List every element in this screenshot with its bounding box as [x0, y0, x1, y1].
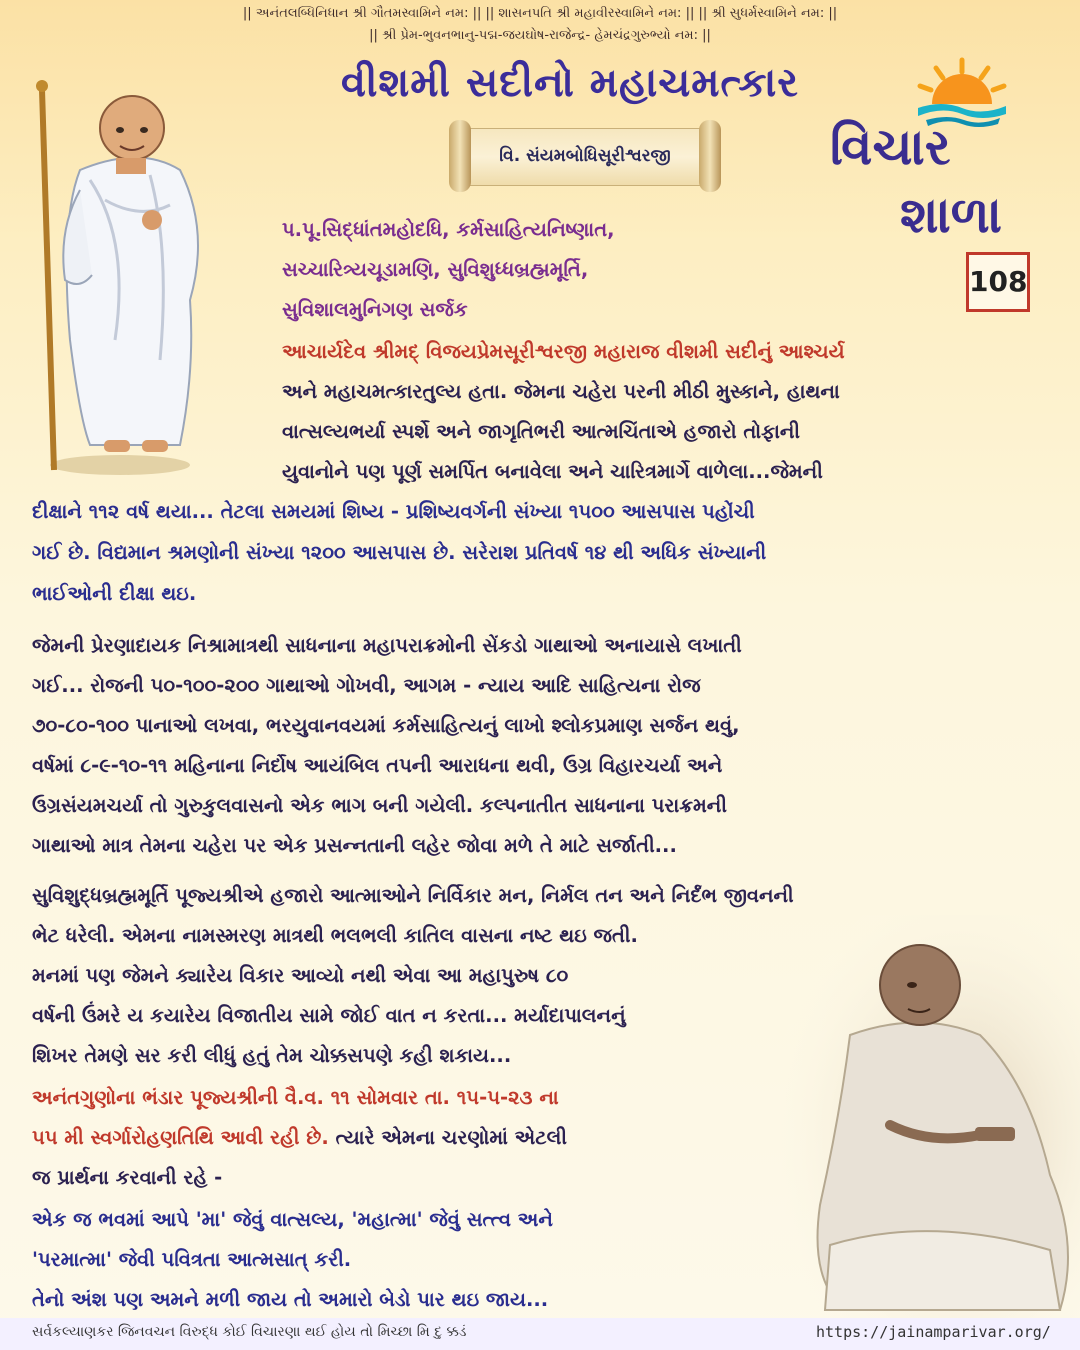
- monk-illustration: [20, 40, 260, 480]
- prayer-line: 'પરમાત્મા' જેવી પવિત્રતા આત્મસાત્ કરી.: [32, 1248, 352, 1271]
- intro-body-line: યુવાનોને પણ પૂર્ણ સમર્પિત બનાવેલા અને ચારિત્રમાર્ગે વાળેલા...જેમની: [282, 460, 823, 483]
- paragraph-2-line: ગાથાઓ માત્ર તેમના ચહેરા પર એક પ્રસન્નતાની લહેર જોવા મળે તે માટે સર્જાતી...: [32, 834, 677, 857]
- footer-disclaimer: સર્વકલ્યાણકર જિનવચન વિરુદ્ધ કોઈ વિચારણા થઈ હોય તો મિચ્છા મિ દુ ક્કડં: [32, 1324, 467, 1340]
- anniversary-tail-text: ત્યારે એમના ચરણોમાં એટલી: [328, 1126, 567, 1149]
- intro-title-line: પ.પૂ.સિદ્ધાંતમહોદધિ, કર્મસાહિત્યનિષ્ણાત,: [282, 218, 615, 241]
- intro-body-line: વાત્સલ્યભર્યા સ્પર્શે અને જાગૃતિભરી આત્મચિંતાએ હજારો તોફાની: [282, 420, 800, 443]
- paragraph-3-line: શિખર તેમણે સર કરી લીધું હતું તેમ ચોક્કસપણે કહી શકાય...: [32, 1044, 512, 1067]
- prayer-line: એક જ ભવમાં આપે 'મા' જેવું વાત્સલ્ય, 'મહાત્મા' જેવું સત્ત્વ અને: [32, 1208, 553, 1231]
- anniversary-line: અનંતગુણોના ભંડાર પૂજ્યશ્રીની વૈ.વ. ૧૧ સોમવાર તા. ૧૫-૫-૨૩ ના: [32, 1086, 559, 1109]
- paragraph-2-line: ઉગ્રસંયમચર્યા તો ગુરુકુલવાસનો એક ભાગ બની ગયેલી. કલ્પનાતીત સાધનાના પરાક્રમની: [32, 794, 727, 817]
- paragraph-2-line: ૭૦-૮૦-૧૦૦ પાનાઓ લખવા, ભરયુવાનવયમાં કર્મસાહિત્યનું લાખો શ્લોકપ્રમાણ સર્જન થવું,: [32, 714, 740, 737]
- footer-website-link[interactable]: https://jainamparivar.org/: [816, 1323, 1051, 1341]
- author-scroll: [445, 118, 725, 194]
- paragraph-2-line: વર્ષમાં ૮-૯-૧૦-૧૧ મહિનાના નિર્દોષ આયંબિલ તપની આરાધના થવી, ઉગ્ર વિહારચર્યા અને: [32, 754, 723, 777]
- intro-body-line: અને મહાચમત્કારતુલ્ય હતા. જેમના ચહેરા પરની મીઠી મુસ્કાને, હાથના: [282, 380, 840, 403]
- intro-full-line: ભાઈઓની દીક્ષા થઇ.: [32, 582, 197, 605]
- paragraph-3-line: ભેટ ધરેલી. એમના નામસ્મરણ માત્રથી ભલભલી કાતિલ વાસના નષ્ટ થઇ જતી.: [32, 924, 638, 947]
- brand-line-1: વિચાર: [830, 118, 951, 176]
- prayer-line: તેનો અંશ પણ અમને મળી જાય તો અમારો બેડો પાર થઇ જાય...: [32, 1288, 549, 1311]
- paragraph-2-line: જેમની પ્રેરણાદાયક નિશ્રામાત્રથી સાધનાના મહાપરાક્રમોની સેંકડો ગાથાઓ અનાયાસે લખાતી: [32, 634, 742, 657]
- monk-photo: [780, 915, 1080, 1320]
- intro-name-line: આચાર્યદેવ શ્રીમદ્ વિજયપ્રેમસૂરીશ્વરજી મહારાજ વીશમી સદીનું આશ્ચર્ય: [282, 340, 845, 363]
- paragraph-2-line: ગઈ... રોજની ૫૦-૧૦૦-૨૦૦ ગાથાઓ ગોખવી, આગમ - ન્યાય આદિ સાહિત્યના રોજ: [32, 674, 701, 697]
- intro-title-line: સચ્ચારિત્ર્યચૂડામણિ, સુવિશુધ્ધબ્રહ્મમૂર્તિ,: [282, 258, 589, 281]
- brand-line-2: શાળા: [900, 186, 1003, 244]
- mantra-line-2: || શ્રી પ્રેમ-ભુવનભાનુ-પદ્મ-જયઘોષ-રાજેન્દ્ર- હેમચંદ્રગુરુભ્યો નમ: ||: [369, 28, 711, 43]
- author-name: વિ. સંયમબોધિસૂરીશ્વરજી: [499, 146, 671, 166]
- mantra-line-1: || અનંતલબ્ધિનિધાન શ્રી ગૌતમસ્વામિને નમ: || || શાસનપતિ શ્રી મહાવીરસ્વામિને નમ: || || શ્રી સુધર્મસ્વામિને નમ: ||: [242, 6, 838, 21]
- paragraph-3-line: મનમાં પણ જેમને ક્યારેય વિકાર આવ્યો નથી એવા આ મહાપુરુષ ૮૦: [32, 964, 569, 987]
- page-title: વીશમી સદીનો મહાચમત્કાર: [341, 60, 799, 106]
- intro-full-line: ગઈ છે. વિદ્યમાન શ્રમણોની સંખ્યા ૧૨૦૦ આસપાસ છે. સરેરાશ પ્રતિવર્ષ ૧૪ થી અધિક સંખ્યાની: [32, 541, 767, 564]
- issue-number-badge: 108: [966, 252, 1030, 312]
- prayer-intro-line: જ પ્રાર્થના કરવાની રહે -: [32, 1166, 223, 1189]
- paragraph-3-line: સુવિશુદ્ધબ્રહ્મમૂર્તિ પૂજ્યશ્રીએ હજારો આત્માઓને નિર્વિકાર મન, નિર્મલ તન અને નિર્દંભ જીવનની: [32, 884, 794, 907]
- anniversary-line-combined: [32, 1126, 567, 1149]
- paragraph-3-line: વર્ષની ઉંમરે ય કયારેય વિજાતીય સામે જોઈ વાત ન કરતા... મર્યાદાપાલનનું: [32, 1004, 626, 1027]
- intro-title-line: સુવિશાલમુનિગણ સર્જક: [282, 298, 468, 321]
- intro-full-line: દીક્ષાને ૧૧૨ વર્ષ થયા... તેટલા સમયમાં શિષ્ય - પ્રશિષ્યવર્ગની સંખ્યા ૧૫૦૦ આસપાસ પહોંચી: [32, 500, 755, 523]
- anniversary-date-text: ૫૫ મી સ્વર્ગારોહણતિથિ આવી રહી છે.: [32, 1126, 329, 1149]
